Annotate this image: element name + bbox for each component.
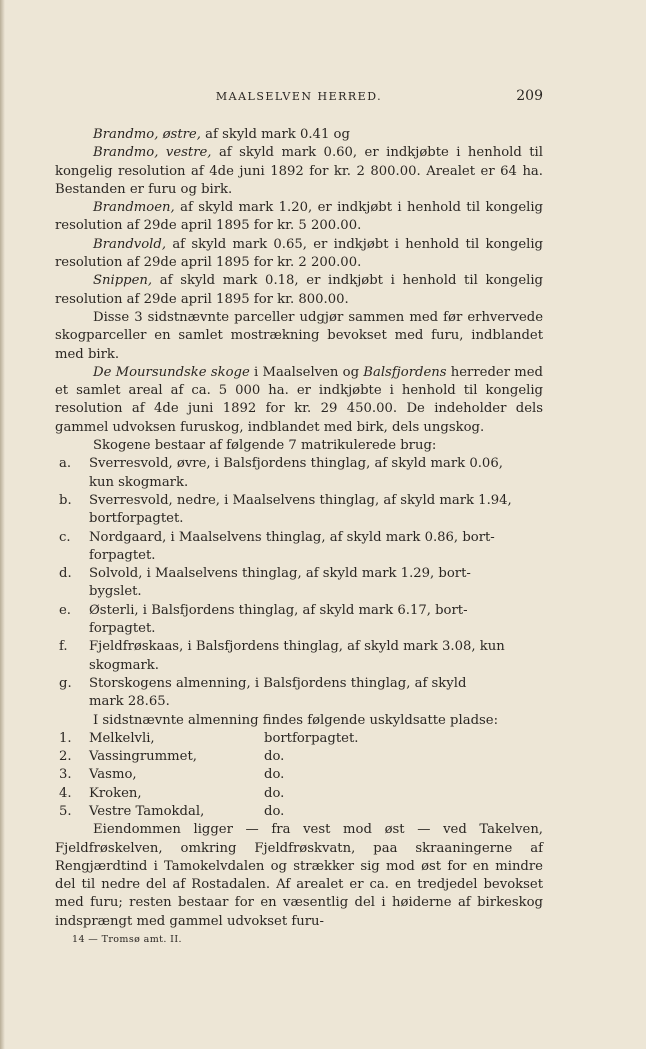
paragraph-brandvold: Brandvold, af skyld mark 0.65, er indkjøbt i henhold til kongelig resolution af 29de april 1895 for kr. 2 200.00. [55, 236, 543, 271]
plads-item: 1. Melkelvli, bortforpagtet. [59, 730, 359, 746]
paragraph-eiendommen: Eiendommen ligger — fra vest mod øst — ved Takelven, Fjeldfrøskelven, omkring Fjeldfrøskvatn, paa skraaningerne af Rengjærdtind i Tamokelvdalen og strækker sig mod øst for en mindre del til nedre del af Rostadalen. Af arealet er ca. en tredjedel bevokset med furu; resten bestaar for en væsentlig del i høiderne af birkeskog indsprængt med gammel udvokset furu- [55, 822, 543, 929]
property-name: Brandmo, østre, [93, 127, 201, 142]
running-head: MAALSELVEN HERRED. [215, 90, 383, 103]
property-name: Brandmo, vestre, [93, 145, 212, 161]
property-name: De Moursundske skoge [93, 364, 250, 380]
paragraph-brandmo-vestre: Brandmo, vestre, af skyld mark 0.60, er indkjøbte i henhold til kongelig resolution af 4de juni 1892 for kr. 2 800.00. Arealet er 64 ha. Bestanden er furu og birk. [55, 145, 543, 197]
brug-item: g. Storskogens almenning, i Balsfjordens thinglag, af skyld mark 28.65. [59, 675, 467, 710]
paragraph-brandmo-ostre: Brandmo, østre, af skyld mark 0.41 og [93, 127, 350, 142]
plads-item: 2. Vassingrummet, do. [59, 749, 285, 765]
pladse-list [55, 730, 543, 821]
plads-item: 4. Kroken, do. [59, 785, 285, 801]
page-header [55, 90, 543, 110]
plads-item: 5. Vestre Tamokdal, do. [59, 803, 285, 819]
paragraph-brandmoen: Brandmoen, af skyld mark 1.20, er indkjøbt i henhold til kongelig resolution af 29de april 1895 for kr. 5 200.00. [55, 200, 543, 234]
brug-item: a. Sverresvold, øvre, i Balsfjordens thinglag, af skyld mark 0.06, kun skogmark. [59, 456, 503, 490]
brug-item: f. Fjeldfrøskaas, i Balsfjordens thinglag, af skyld mark 3.08, kun skogmark. [59, 639, 505, 673]
property-name: Snippen, [93, 273, 153, 289]
paragraph-parceller: Disse 3 sidstnævnte parceller udgjør sammen med før erhvervede skogparceller en samlet mostrækning bevokset med furu, indblandet med birk. [55, 309, 543, 362]
brug-list [55, 455, 543, 711]
page-body [55, 126, 543, 931]
brug-item: b. Sverresvold, nedre, i Maalselvens thinglag, af skyld mark 1.94, bortforpagtet. [59, 492, 512, 527]
property-name: Brandvold, [93, 236, 167, 252]
brug-item: d. Solvold, i Maalselvens thinglag, af skyld mark 1.29, bort- bygslet. [59, 566, 471, 600]
plads-item: 3. Vasmo, do. [59, 767, 285, 783]
paragraph-moursundske-skoge: De Moursundske skoge i Maalselven og Balsfjordens herreder med et samlet areal af ca. 5 000 ha. er indkjøbte i henhold til kongelig resolution af 4de juni 1892 for kr. 29 450.00. De indeholder dels gammel udvoksen furuskog, indblandet med birk, dels ungskog. [55, 364, 543, 435]
brug-item: e. Østerli, i Balsfjordens thinglag, af skyld mark 6.17, bort- forpagtet. [59, 602, 468, 637]
property-name: Balsfjordens [363, 364, 447, 380]
page-number: 209 [516, 88, 543, 104]
brug-item: c. Nordgaard, i Maalselvens thinglag, af skyld mark 0.86, bort- forpagtet. [59, 529, 495, 563]
page-edge [0, 0, 5, 1049]
paragraph-snippen: Snippen, af skyld mark 0.18, er indkjøbt i henhold til kongelig resolution af 29de april 1895 for kr. 800.00. [55, 273, 543, 307]
paragraph-brug-intro: Skogene bestaar af følgende 7 matrikulerede brug: [93, 438, 437, 454]
signature-mark: 14 — Tromsø amt. II. [72, 934, 182, 945]
paragraph-pladse-intro: I sidstnævnte almenning findes følgende uskyldsatte pladse: [93, 712, 499, 728]
property-name: Brandmoen, [93, 200, 175, 216]
